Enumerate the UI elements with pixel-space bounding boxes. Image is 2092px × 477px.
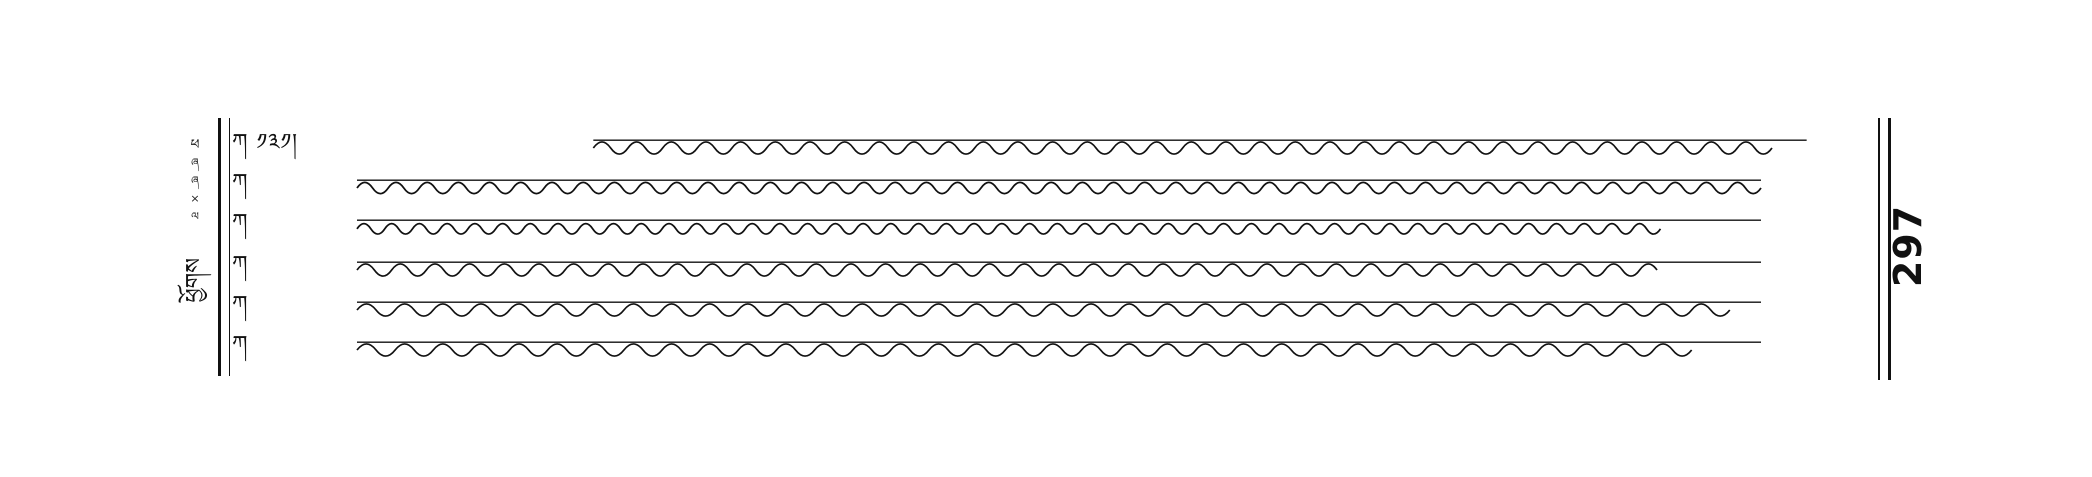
line-heading: ཀ ༡༣༡། [232, 130, 299, 155]
margin-label: ཕྱོགས [182, 258, 207, 303]
text-line [232, 168, 1872, 208]
margin-mark: ཞ [191, 174, 199, 187]
script-line-2 [249, 175, 1869, 201]
text-line [232, 128, 1872, 168]
line-lead: ཀ [232, 252, 249, 277]
margin-mark: ཕ [190, 137, 200, 153]
script-line-5 [249, 297, 1869, 323]
line-lead: ཀ [232, 332, 249, 357]
text-block [232, 128, 1872, 378]
line-lead: ཀ [232, 292, 249, 317]
left-frame-border [218, 118, 230, 376]
script-line-3 [249, 215, 1869, 241]
text-line [232, 330, 1872, 370]
folio-number-text: 297 [1886, 204, 1931, 288]
line-lead: ཀ [232, 210, 249, 235]
margin-mark: ལ [191, 210, 199, 223]
script-line-4 [249, 257, 1869, 283]
margin-mark: ཞ [191, 156, 199, 169]
text-line [232, 250, 1872, 290]
line-lead: ཀ [232, 170, 249, 195]
script-line-1 [528, 135, 1872, 161]
folio-number [1886, 196, 1931, 296]
text-line [232, 290, 1872, 330]
margin-annotation [178, 138, 212, 308]
script-line-6 [249, 337, 1869, 363]
margin-mark: × [190, 192, 200, 205]
text-line [232, 208, 1872, 248]
